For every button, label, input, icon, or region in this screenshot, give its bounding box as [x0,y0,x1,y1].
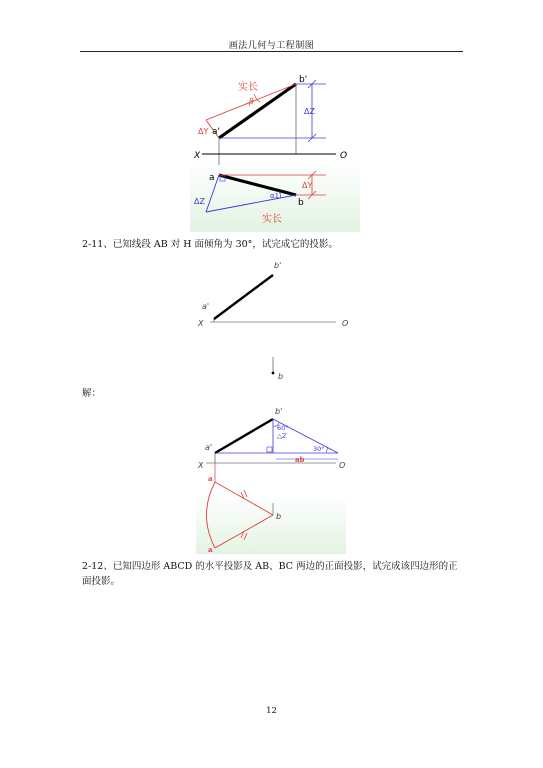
page-number: 12 [266,706,277,716]
point-b [272,372,275,375]
label-axis-o: O [339,461,346,470]
label-axis-x: X [198,461,204,470]
figure-3-solution [196,404,346,554]
label-delta-z-top: ΔZ [304,107,315,116]
label-b: b [278,372,284,381]
label-true-length-top: 实长 [238,82,258,93]
label-b-prime: b' [274,261,282,270]
figure-1-background [190,70,360,232]
header-rule [80,51,463,52]
label-delta-y-top: ΔY [198,127,209,136]
problem-2-12-line-2: 面投影。 [82,576,121,587]
label-a-prime: a' [202,302,210,311]
label-axis-o: O [342,319,349,328]
label-angle-30: 30° [313,445,325,453]
figure-1-projection-solution [190,70,360,232]
label-axis-x: X [198,319,204,328]
label-a: a [209,173,215,183]
label-alpha: α1 [270,192,280,200]
label-ab: ab [295,455,305,464]
label-a-top: a [208,474,213,483]
figure-2-problem [196,256,356,384]
label-axis-x: X [194,151,201,161]
label-delta-z: △Z [277,432,287,440]
segment-a-prime-b-prime [214,275,273,319]
label-true-length-bottom: 实长 [262,214,282,225]
label-b: b [298,198,304,208]
label-a-prime: a' [205,443,213,452]
problem-2-12-line-1: 2-12、已知四边形 ABCD 的水平投影及 AB、BC 两边的正面投影，试完成该四边形的正 [82,561,458,572]
solution-label: 解： [82,388,102,399]
label-delta-z-bottom: ΔZ [194,197,205,206]
label-beta: β [249,97,254,106]
page-header-title: 画法几何与工程制图 [228,41,315,51]
label-angle-60: 60° [277,424,289,432]
problem-2-11-text: 2-11、已知线段 AB 对 H 面倾角为 30°，试完成它的投影。 [82,239,338,250]
label-b: b [276,512,282,521]
label-b-prime: b' [275,407,283,416]
label-b-prime: b' [299,75,308,85]
label-a-prime: a' [212,127,220,137]
figure-3-background [196,404,346,554]
label-a-bottom: a [208,545,213,554]
label-delta-y-bottom: ΔY [302,181,313,190]
label-axis-o: O [340,151,348,161]
